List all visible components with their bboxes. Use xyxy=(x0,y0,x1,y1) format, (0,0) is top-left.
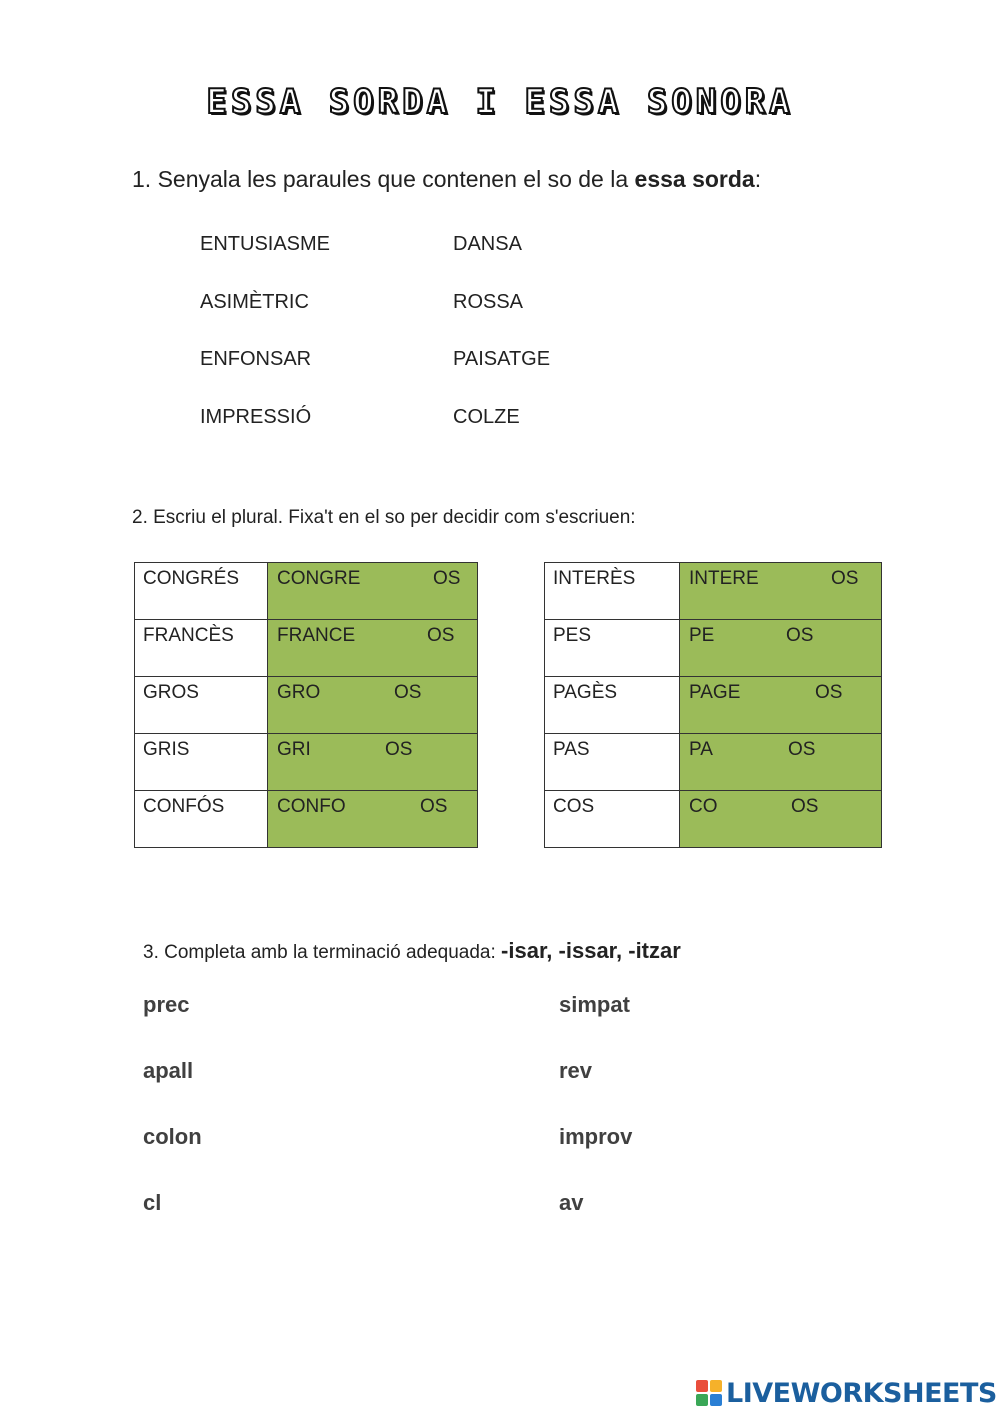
plural-answer-field[interactable] xyxy=(680,620,882,677)
table-row xyxy=(135,791,478,848)
question-1-prompt xyxy=(132,166,761,193)
word-option[interactable]: ENTUSIASME xyxy=(200,233,331,255)
plural-answer-field[interactable] xyxy=(268,791,478,848)
question-2-prompt: 2. Escriu el plural. Fixa't en el so per decidir com s'escriuen: xyxy=(132,507,636,528)
singular-word: PAGÈS xyxy=(545,677,680,734)
plural-answer-field[interactable] xyxy=(680,734,882,791)
plural-suffix: OS xyxy=(831,568,859,589)
singular-word: GRIS xyxy=(135,734,268,791)
word-option[interactable]: ROSSA xyxy=(453,291,524,313)
word-stem[interactable]: rev xyxy=(559,1058,593,1083)
table-row xyxy=(545,677,882,734)
word-stem[interactable]: colon xyxy=(143,1124,202,1149)
table-row xyxy=(545,734,882,791)
question-3-prompt xyxy=(143,938,681,964)
word-option[interactable]: ENFONSAR xyxy=(200,348,312,370)
plural-stem: PA xyxy=(689,739,713,760)
plural-suffix: OS xyxy=(420,796,448,817)
singular-word: CONGRÉS xyxy=(135,563,268,620)
logo-text: LIVEWORKSHEETS xyxy=(726,1377,997,1409)
plural-suffix: OS xyxy=(427,625,455,646)
question-1-colon: : xyxy=(754,166,762,192)
plural-answer-field[interactable] xyxy=(268,677,478,734)
table-row xyxy=(545,620,882,677)
plural-answer-field[interactable] xyxy=(680,791,882,848)
singular-word: PAS xyxy=(545,734,680,791)
plural-suffix: OS xyxy=(385,739,413,760)
worksheet-title: ESSA SORDA I ESSA SONORA xyxy=(206,82,794,122)
plural-stem: CONGRE xyxy=(277,568,361,589)
plural-table-right xyxy=(544,562,882,848)
plural-answer-field[interactable] xyxy=(268,620,478,677)
singular-word: INTERÈS xyxy=(545,563,680,620)
plural-suffix: OS xyxy=(394,682,422,703)
logo-mark-tile xyxy=(696,1394,708,1406)
plural-stem: FRANCE xyxy=(277,625,356,646)
word-stem[interactable]: av xyxy=(559,1190,584,1215)
plural-answer-field[interactable] xyxy=(268,563,478,620)
question-1-text: 1. Senyala les paraules que contenen el so de la xyxy=(132,166,635,192)
plural-stem: PE xyxy=(689,625,715,646)
table-row xyxy=(135,677,478,734)
plural-stem: CONFO xyxy=(277,796,346,817)
plural-answer-field[interactable] xyxy=(268,734,478,791)
plural-suffix: OS xyxy=(433,568,461,589)
plural-stem: GRO xyxy=(277,682,321,703)
word-stem[interactable]: prec xyxy=(143,992,190,1017)
logo-mark-tile xyxy=(710,1394,722,1406)
question-1-bold-term: essa sorda xyxy=(634,166,755,192)
word-stem[interactable]: cl xyxy=(143,1190,162,1215)
singular-word: CONFÓS xyxy=(135,791,268,848)
logo-mark-icon xyxy=(696,1380,722,1406)
plural-suffix: OS xyxy=(788,739,816,760)
word-option[interactable]: PAISATGE xyxy=(453,348,551,370)
singular-word: GROS xyxy=(135,677,268,734)
plural-suffix: OS xyxy=(815,682,843,703)
table-row xyxy=(135,563,478,620)
table-row xyxy=(135,620,478,677)
plural-suffix: OS xyxy=(786,625,814,646)
logo-mark-tile xyxy=(710,1380,722,1392)
word-stem[interactable]: apall xyxy=(143,1058,194,1083)
plural-table-left xyxy=(134,562,478,848)
plural-stem: INTERE xyxy=(689,568,759,589)
word-option[interactable]: ASIMÈTRIC xyxy=(200,291,309,313)
plural-stem: GRI xyxy=(277,739,311,760)
table-row xyxy=(135,734,478,791)
question-3-text: 3. Completa amb la terminació adequada: xyxy=(143,942,502,963)
word-option[interactable]: IMPRESSIÓ xyxy=(200,406,312,428)
singular-word: COS xyxy=(545,791,680,848)
plural-stem: CO xyxy=(689,796,718,817)
table-row xyxy=(545,791,882,848)
liveworksheets-logo xyxy=(696,1376,997,1410)
logo-mark-tile xyxy=(696,1380,708,1392)
word-stem[interactable]: improv xyxy=(559,1124,633,1149)
plural-answer-field[interactable] xyxy=(680,677,882,734)
singular-word: FRANCÈS xyxy=(135,620,268,677)
plural-answer-field[interactable] xyxy=(680,563,882,620)
word-option[interactable]: DANSA xyxy=(453,233,522,255)
table-row xyxy=(545,563,882,620)
plural-suffix: OS xyxy=(791,796,819,817)
question-3-endings: -isar, -issar, -itzar xyxy=(501,938,681,963)
plural-stem: PAGE xyxy=(689,682,741,703)
word-option[interactable]: COLZE xyxy=(453,406,520,428)
singular-word: PES xyxy=(545,620,680,677)
word-stem[interactable]: simpat xyxy=(559,992,630,1017)
